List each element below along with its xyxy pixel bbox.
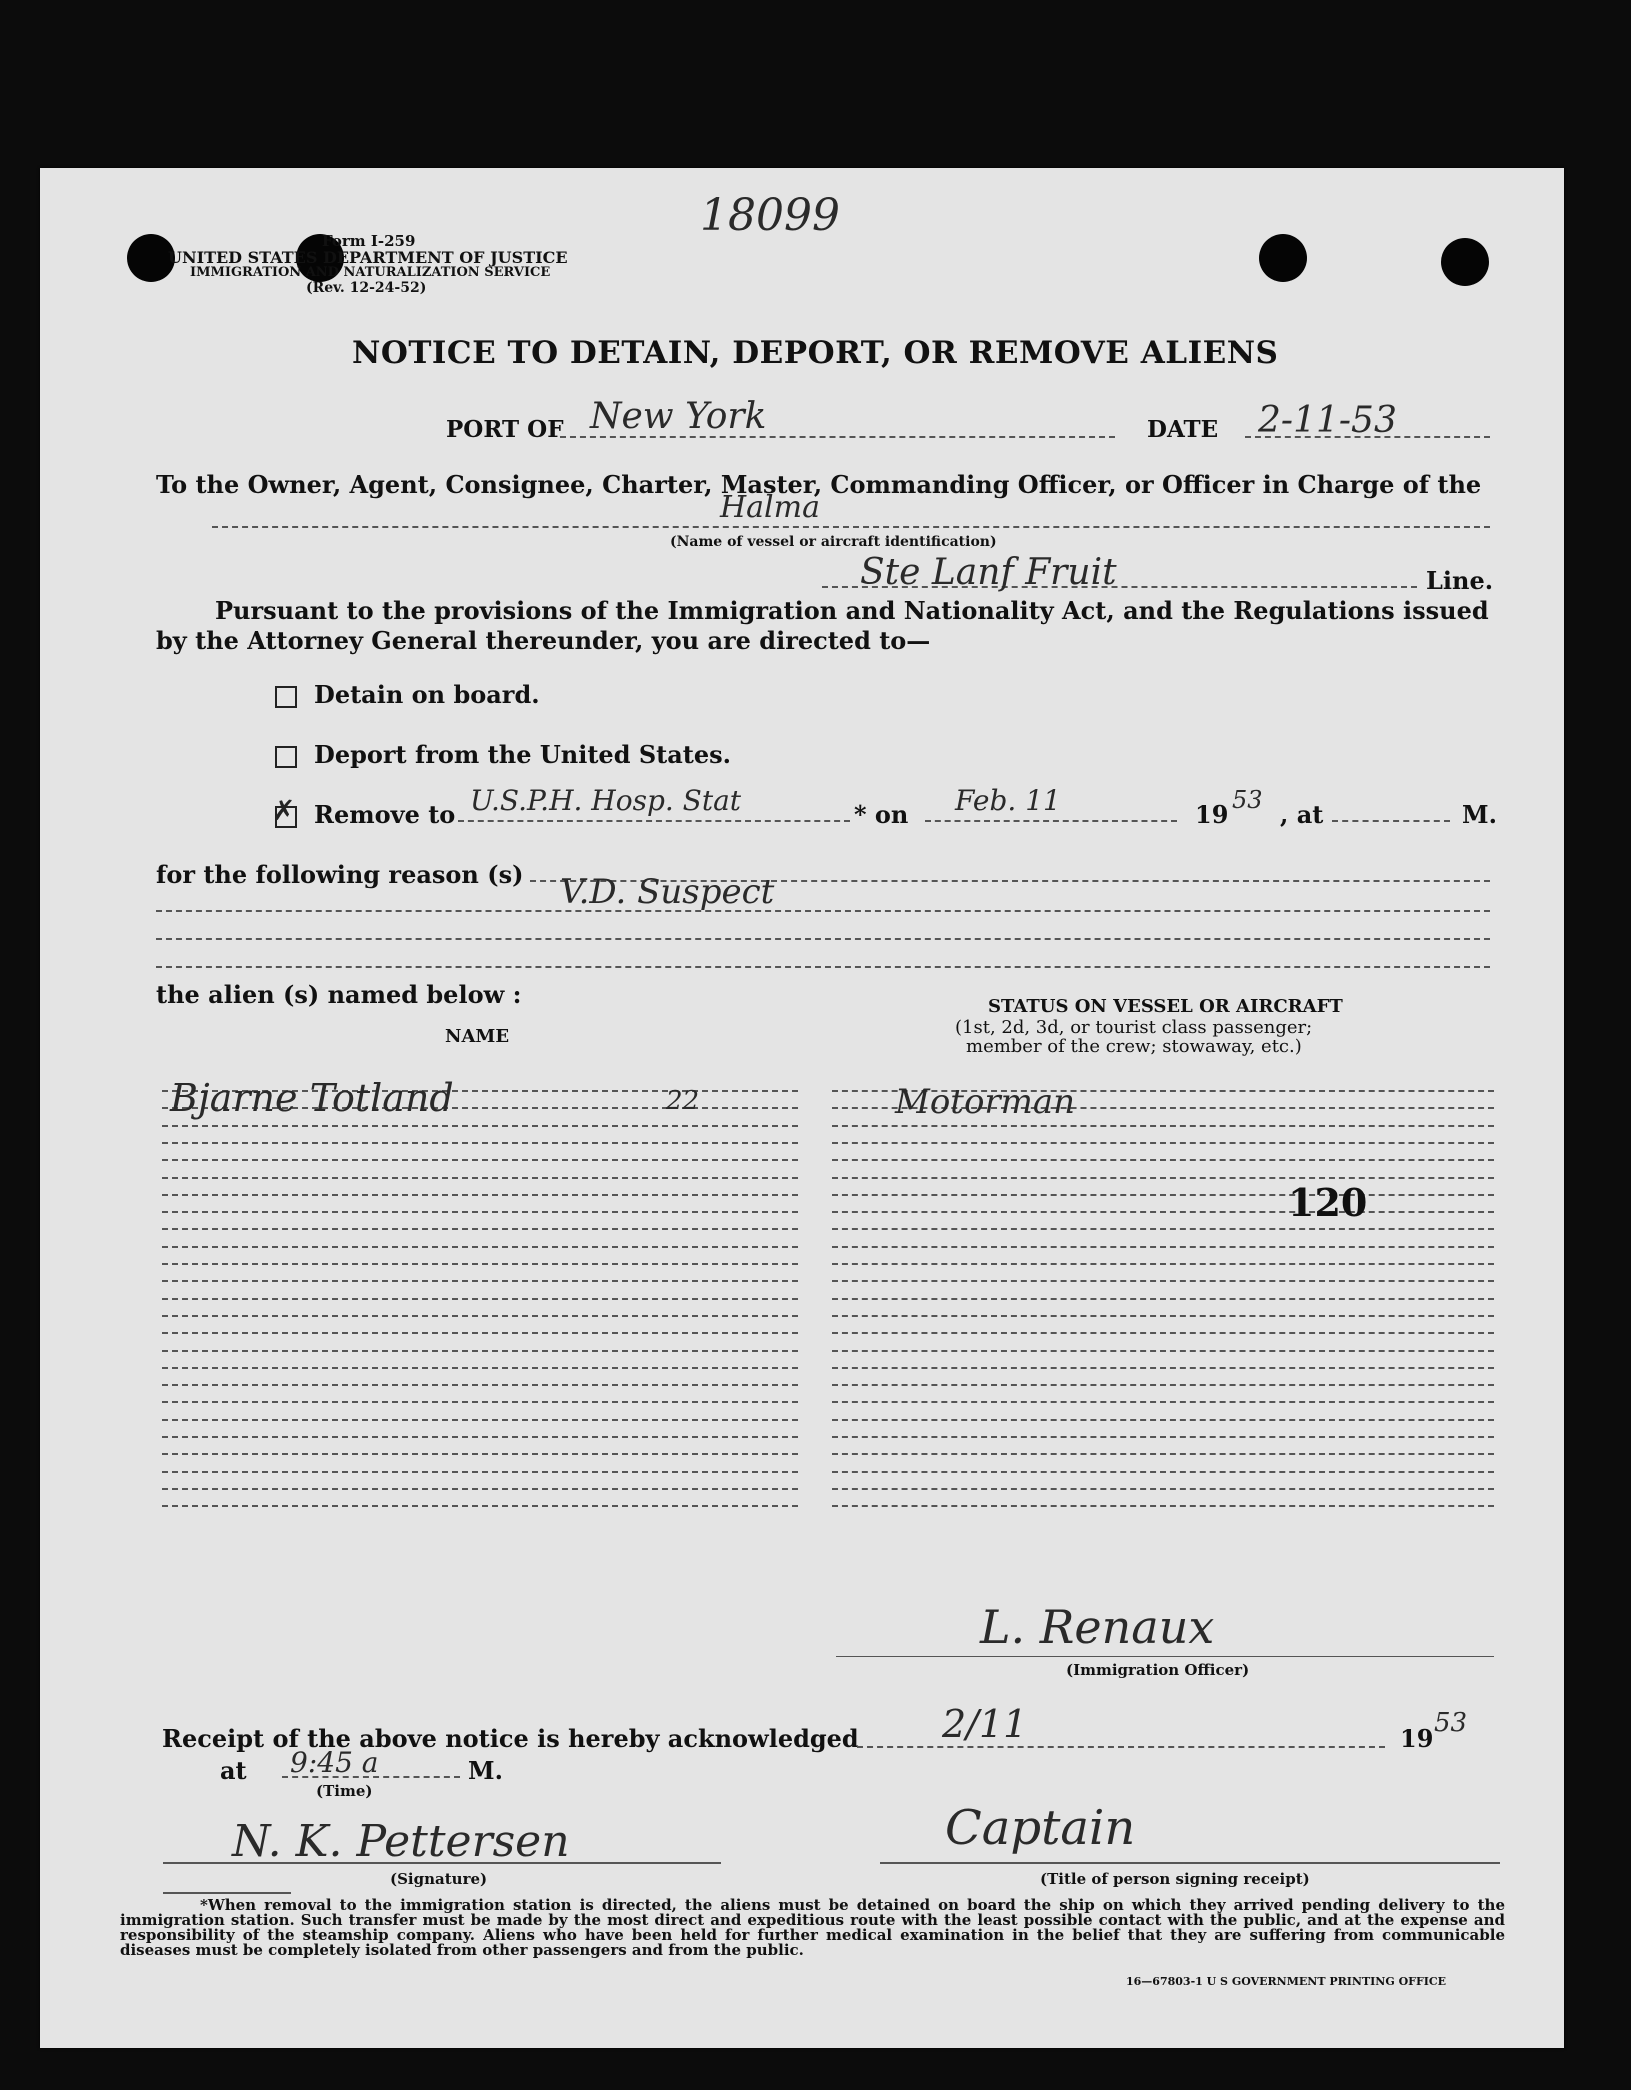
status-rule	[832, 1315, 1494, 1317]
status-rule	[832, 1246, 1494, 1248]
name-rule	[162, 1177, 798, 1179]
document-number: 18099	[700, 190, 840, 241]
name-rule	[162, 1436, 798, 1438]
stamp-number: 120	[1288, 1180, 1368, 1225]
name-rule	[162, 1401, 798, 1403]
receipt-title-value: Captain	[945, 1800, 1136, 1856]
status-rule	[832, 1194, 1494, 1196]
officer-line	[836, 1656, 1494, 1657]
aliens-label: the alien (s) named below :	[156, 980, 522, 1009]
receipt-time-value: 9:45 a	[290, 1746, 379, 1779]
name-column-header: NAME	[445, 1026, 510, 1047]
detain-label: Detain on board.	[314, 680, 540, 709]
status-rule	[832, 1159, 1494, 1161]
name-rule	[162, 1125, 798, 1127]
alien-name: Bjarne Totland	[170, 1076, 454, 1120]
title-line	[880, 1862, 1500, 1864]
status-rule	[832, 1488, 1494, 1490]
receipt-text: Receipt of the above notice is hereby acknowledged	[162, 1724, 859, 1753]
on-label: * on	[854, 800, 909, 829]
receipt-m-label: M.	[468, 1756, 503, 1785]
deport-checkbox[interactable]	[275, 746, 297, 768]
punch-hole-3	[1259, 234, 1307, 282]
status-rule	[832, 1142, 1494, 1144]
status-rule	[832, 1367, 1494, 1369]
status-rule	[832, 1505, 1494, 1507]
time-line	[1332, 820, 1450, 822]
pursuant-text-2: by the Attorney General thereunder, you are directed to—	[156, 626, 931, 655]
status-rule	[832, 1471, 1494, 1473]
reason-label: for the following reason (s)	[156, 860, 524, 889]
name-rule	[162, 1384, 798, 1386]
form-title: NOTICE TO DETAIN, DEPORT, OR REMOVE ALIENS	[352, 335, 1279, 371]
remove-label: Remove to	[314, 800, 456, 829]
name-rule	[162, 1315, 798, 1317]
name-rule	[162, 1350, 798, 1352]
status-rule	[832, 1350, 1494, 1352]
status-rule	[832, 1228, 1494, 1230]
status-rule	[832, 1384, 1494, 1386]
footnote: *When removal to the immigration station is directed, the aliens must be detained on board the ship on which they arrived pending delivery to the immigration station. Such transfer must be made by the most direct and expeditious route with the least possible contact with the public, and at the expense and responsibility of the steamship company. Aliens who have been held for further medical examination in the belief that they are suffering from communicable diseases must be completely isolated from other passengers and from the public.	[120, 1896, 1505, 1959]
receipt-signature: N. K. Pettersen	[232, 1816, 570, 1867]
deport-label: Deport from the United States.	[314, 740, 732, 769]
receipt-at-label: at	[220, 1756, 247, 1785]
name-rule	[162, 1211, 798, 1213]
status-subheader-1: (1st, 2d, 3d, or tourist class passenger;	[955, 1017, 1313, 1038]
name-rule	[162, 1228, 798, 1230]
detain-checkbox[interactable]	[275, 686, 297, 708]
status-rule	[832, 1211, 1494, 1213]
name-rule	[162, 1488, 798, 1490]
status-rule	[832, 1419, 1494, 1421]
status-column-header: STATUS ON VESSEL OR AIRCRAFT	[988, 996, 1343, 1017]
name-rule	[162, 1453, 798, 1455]
on-date-line	[925, 820, 1177, 822]
shipping-line-value: Ste Lanf Fruit	[860, 552, 1117, 593]
date-label: DATE	[1147, 416, 1219, 443]
addressee-line: To the Owner, Agent, Consignee, Charter, Master, Commanding Officer, or Officer in Charge of the	[156, 470, 1482, 499]
status-rule	[832, 1125, 1494, 1127]
year-prefix: 19	[1195, 800, 1229, 829]
name-rule	[162, 1332, 798, 1334]
year-value: 53	[1232, 786, 1263, 814]
vessel-caption: (Name of vessel or aircraft identification)	[670, 534, 997, 550]
revision-date: (Rev. 12-24-52)	[306, 280, 427, 296]
signature-caption: (Signature)	[390, 1870, 488, 1888]
m-label: M.	[1462, 800, 1497, 829]
receipt-date-value: 2/11	[942, 1702, 1028, 1746]
status-rule	[832, 1332, 1494, 1334]
time-caption: (Time)	[316, 1782, 373, 1800]
vessel-line	[212, 526, 1490, 528]
date-value: 2-11-53	[1258, 400, 1397, 441]
receipt-date-line	[857, 1746, 1385, 1748]
line-label: Line.	[1426, 566, 1494, 595]
name-rule	[162, 1505, 798, 1507]
alien-status: Motorman	[895, 1082, 1076, 1122]
name-rule	[162, 1471, 798, 1473]
pursuant-text: Pursuant to the provisions of the Immigration and Nationality Act, and the Regulations issued	[215, 596, 1489, 625]
port-value: New York	[590, 396, 767, 437]
remove-check-mark: ✗	[272, 794, 296, 827]
name-rule	[162, 1194, 798, 1196]
reason-line-2	[156, 910, 1490, 912]
reason-value: V.D. Suspect	[560, 872, 775, 912]
on-date-value: Feb. 11	[955, 784, 1061, 817]
status-rule	[832, 1298, 1494, 1300]
status-rule	[832, 1436, 1494, 1438]
status-subheader-2: member of the crew; stowaway, etc.)	[966, 1036, 1302, 1057]
officer-caption: (Immigration Officer)	[1066, 1661, 1250, 1679]
name-rule	[162, 1246, 798, 1248]
status-rule	[832, 1263, 1494, 1265]
status-rule	[832, 1401, 1494, 1403]
reason-line-4	[156, 966, 1490, 968]
punch-hole-4	[1441, 238, 1489, 286]
name-rule	[162, 1159, 798, 1161]
status-rule	[832, 1453, 1494, 1455]
officer-signature: L. Renaux	[980, 1600, 1215, 1654]
name-rule	[162, 1142, 798, 1144]
footnote-rule	[163, 1892, 291, 1894]
department-name: UNITED STATES DEPARTMENT OF JUSTICE	[168, 248, 568, 267]
name-rule	[162, 1298, 798, 1300]
vessel-value: Halma	[720, 490, 820, 525]
name-rule	[162, 1419, 798, 1421]
at-label: , at	[1280, 800, 1324, 829]
receipt-year-value: 53	[1434, 1708, 1468, 1738]
status-rule	[832, 1177, 1494, 1179]
port-label: PORT OF	[446, 416, 564, 443]
remove-dest-line	[458, 820, 850, 822]
title-caption: (Title of person signing receipt)	[1040, 1870, 1310, 1888]
name-rule	[162, 1367, 798, 1369]
receipt-year-prefix: 19	[1400, 1724, 1434, 1753]
name-rule	[162, 1280, 798, 1282]
alien-age: 22	[666, 1086, 700, 1116]
service-name: IMMIGRATION AND NATURALIZATION SERVICE	[190, 265, 551, 280]
signature-line	[163, 1862, 721, 1864]
reason-line-3	[156, 938, 1490, 940]
form-number: Form I-259	[322, 232, 416, 250]
remove-destination: U.S.P.H. Hosp. Stat	[470, 784, 742, 817]
printer-mark: 16—67803-1 U S GOVERNMENT PRINTING OFFICE	[1126, 1975, 1447, 1988]
name-rule	[162, 1263, 798, 1265]
status-rule	[832, 1280, 1494, 1282]
